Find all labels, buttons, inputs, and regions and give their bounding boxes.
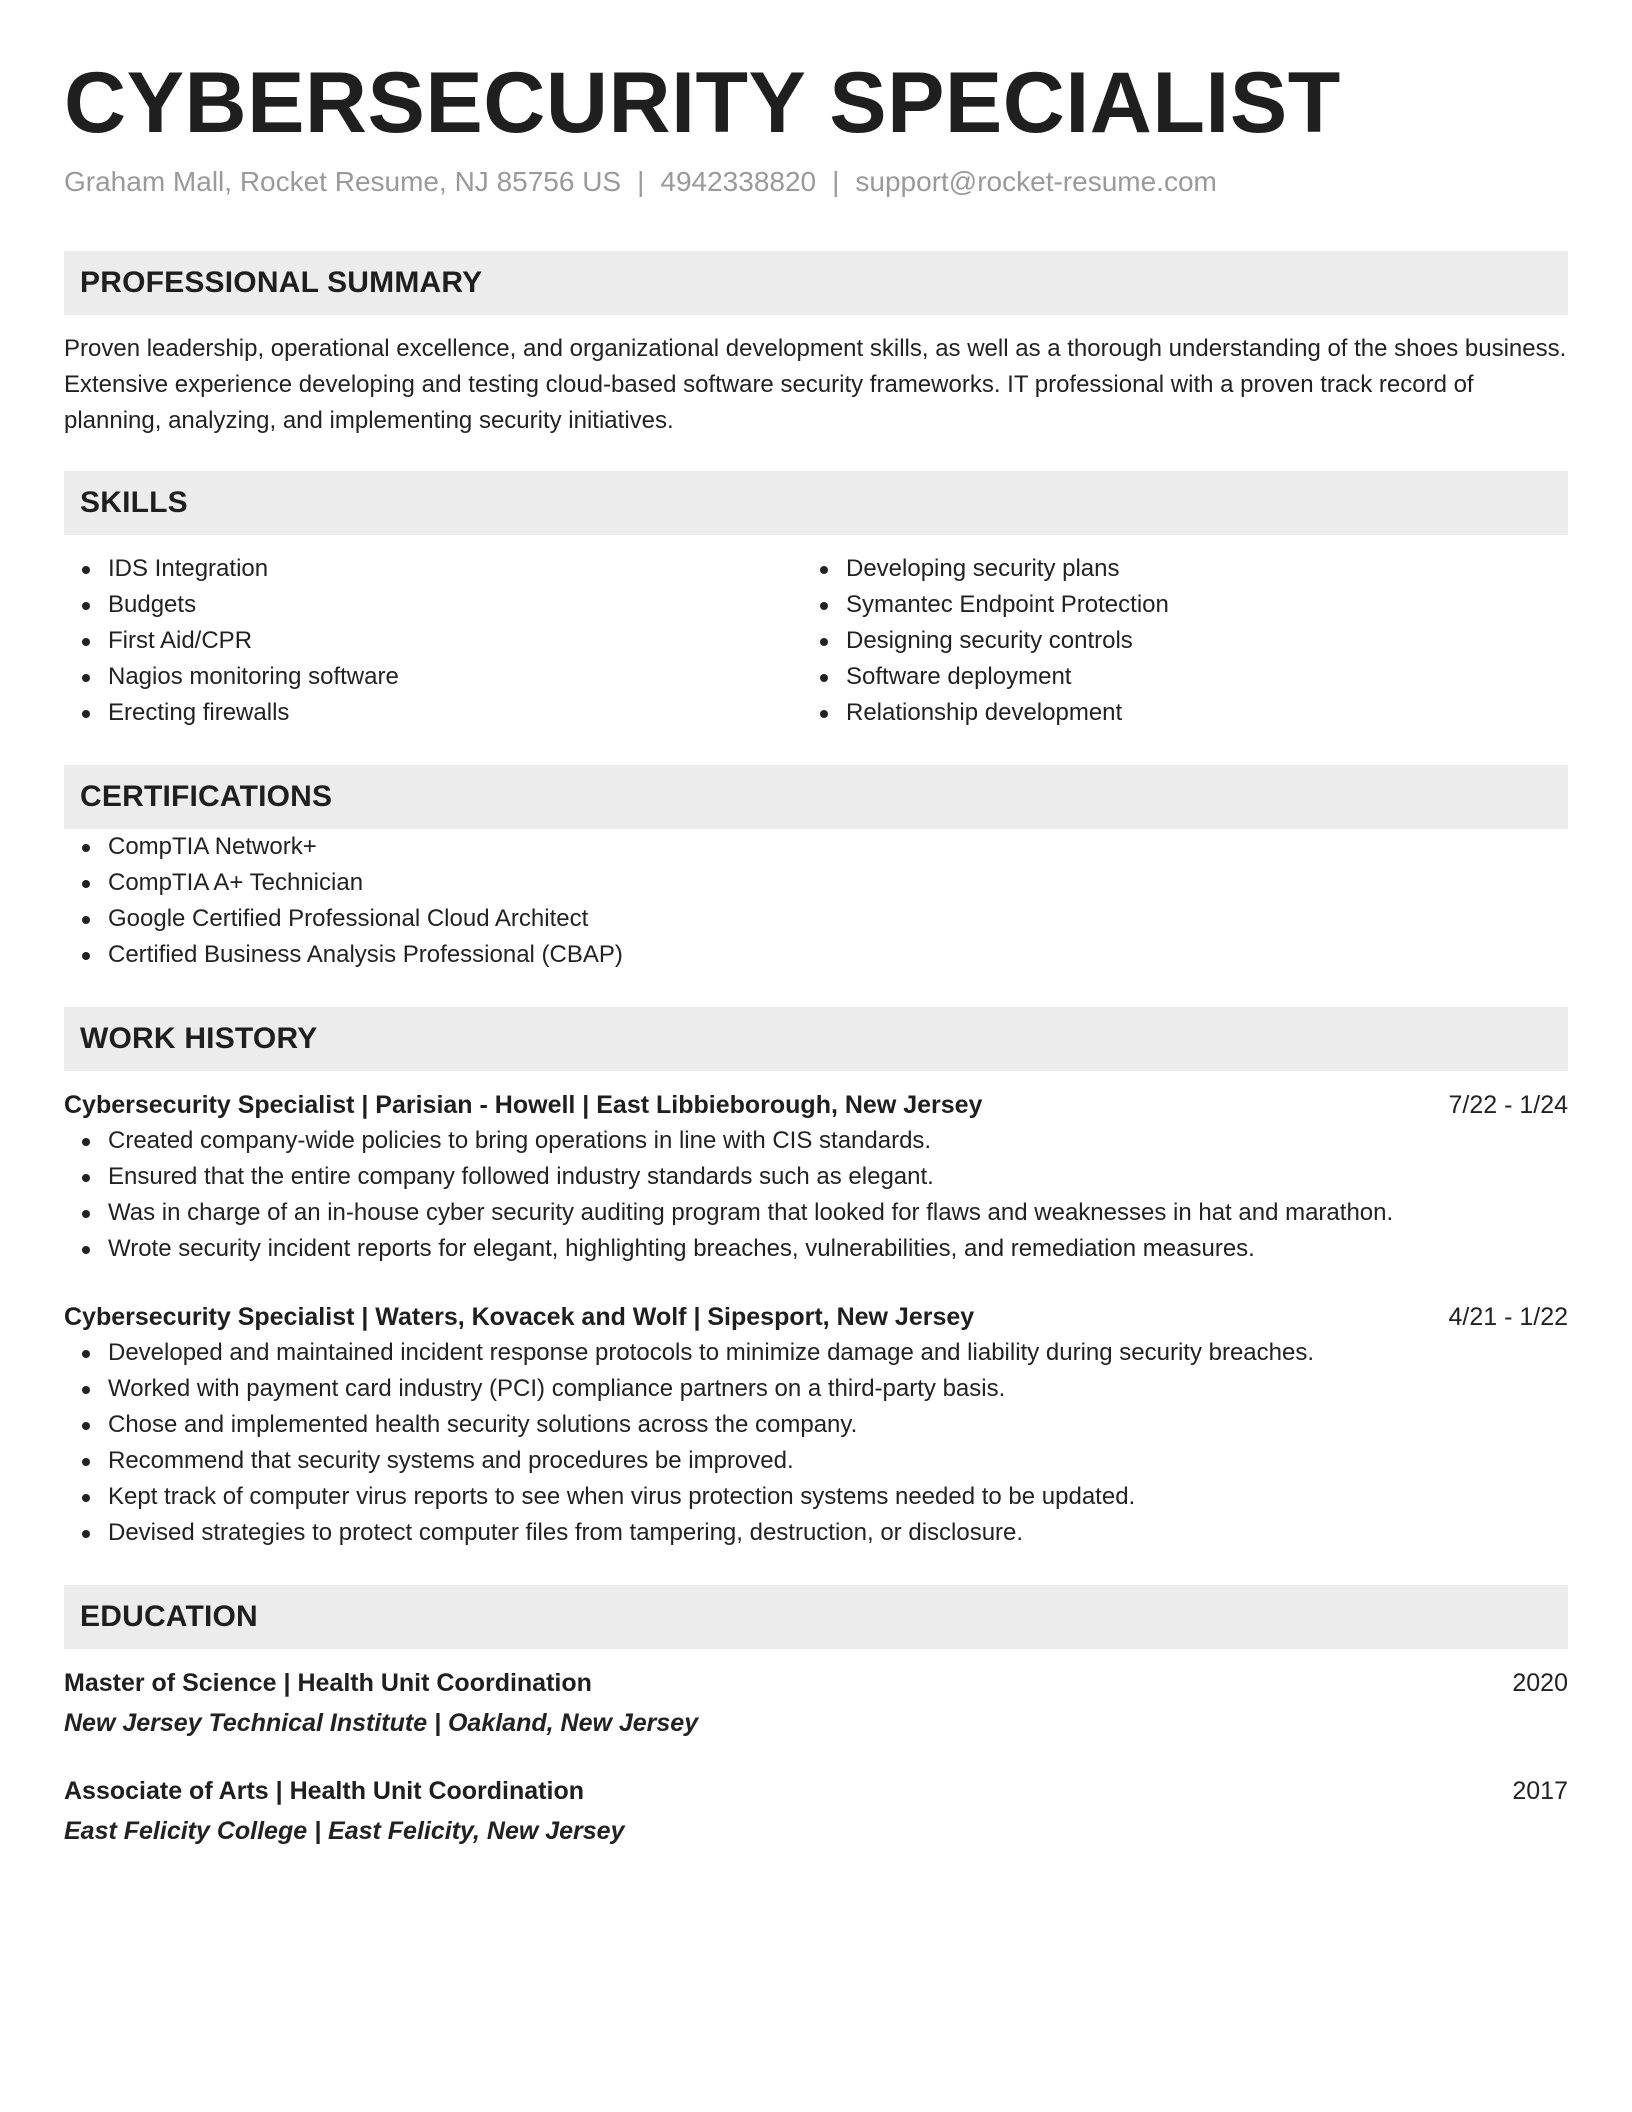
contact-separator: | (637, 166, 645, 198)
job-dates: 7/22 - 1/24 (1448, 1090, 1568, 1119)
skill-item: IDS Integration (64, 551, 802, 587)
job-bullet: Wrote security incident reports for elegant, highlighting breaches, vulnerabilities, and remediation measures. (64, 1231, 1568, 1267)
education-year: 2020 (1512, 1668, 1568, 1697)
contact-line (64, 164, 1568, 200)
job-bullet: Devised strategies to protect computer files from tampering, destruction, or disclosure. (64, 1515, 1568, 1551)
certification-item: Google Certified Professional Cloud Architect (64, 901, 1568, 937)
section-header-certifications: CERTIFICATIONS (64, 765, 1568, 829)
skills-column-right (802, 551, 1540, 731)
contact-separator: | (832, 166, 840, 198)
education-school: New Jersey Technical Institute | Oakland, New Jersey (64, 1708, 699, 1737)
contact-address: Graham Mall, Rocket Resume, NJ 85756 US (64, 166, 622, 198)
job-dates: 4/21 - 1/22 (1448, 1302, 1568, 1331)
section-header-skills: SKILLS (64, 471, 1568, 535)
job-bullet: Was in charge of an in-house cyber security auditing program that looked for flaws and weaknesses in hat and marathon. (64, 1195, 1568, 1231)
resume-name: CYBERSECURITY SPECIALIST (64, 55, 1341, 151)
job-heading: Cybersecurity Specialist | Parisian - Howell | East Libbieborough, New Jersey (64, 1090, 983, 1119)
certification-item: Certified Business Analysis Professional (CBAP) (64, 937, 1568, 973)
skills-grid (64, 551, 1568, 731)
job-bullet: Created company-wide policies to bring operations in line with CIS standards. (64, 1123, 1568, 1159)
skill-item: Developing security plans (802, 551, 1540, 587)
summary-text: Proven leadership, operational excellence, and organizational development skills, as well as a thorough understanding of the shoes business. Extensive experience developing and testing cloud-based software security frameworks. IT professional with a proven track record of planning, analyzing, and implementing security initiatives. (64, 334, 1567, 434)
skill-item: Software deployment (802, 659, 1540, 695)
skill-item: Symantec Endpoint Protection (802, 587, 1540, 623)
education-degree: Associate of Arts | Health Unit Coordination (64, 1776, 584, 1805)
skills-list-left (64, 551, 802, 731)
job-bullet: Ensured that the entire company followed industry standards such as elegant. (64, 1159, 1568, 1195)
certification-item: CompTIA A+ Technician (64, 865, 1568, 901)
certifications-list (64, 829, 1568, 973)
job-bullet: Developed and maintained incident response protocols to minimize damage and liability during security breaches. (64, 1335, 1568, 1371)
job-bullets (64, 1335, 1568, 1551)
skills-list-right (802, 551, 1540, 731)
section-header-work-history: WORK HISTORY (64, 1007, 1568, 1071)
skill-item: Relationship development (802, 695, 1540, 731)
skill-item: Nagios monitoring software (64, 659, 802, 695)
skills-column-left (64, 551, 802, 731)
job-bullet: Chose and implemented health security solutions across the company. (64, 1407, 1568, 1443)
education-school: East Felicity College | East Felicity, New Jersey (64, 1816, 625, 1845)
contact-email: support@rocket-resume.com (855, 166, 1217, 198)
certification-item: CompTIA Network+ (64, 829, 1568, 865)
education-degree: Master of Science | Health Unit Coordination (64, 1668, 592, 1697)
skill-item: Erecting firewalls (64, 695, 802, 731)
education-degree-row (64, 1773, 1568, 1809)
section-header-education: EDUCATION (64, 1585, 1568, 1649)
job-bullet: Worked with payment card industry (PCI) compliance partners on a third-party basis. (64, 1371, 1568, 1407)
contact-phone: 4942338820 (660, 166, 817, 198)
job-bullets (64, 1123, 1568, 1267)
job-bullet: Kept track of computer virus reports to see when virus protection systems needed to be updated. (64, 1479, 1568, 1515)
job-heading-row (64, 1087, 1568, 1123)
skill-item: Designing security controls (802, 623, 1540, 659)
job-bullet: Recommend that security systems and procedures be improved. (64, 1443, 1568, 1479)
job-heading-row (64, 1299, 1568, 1335)
section-header-summary: PROFESSIONAL SUMMARY (64, 251, 1568, 315)
skill-item: Budgets (64, 587, 802, 623)
education-degree-row (64, 1665, 1568, 1701)
job-heading: Cybersecurity Specialist | Waters, Kovacek and Wolf | Sipesport, New Jersey (64, 1302, 975, 1331)
education-year: 2017 (1512, 1776, 1568, 1805)
skill-item: First Aid/CPR (64, 623, 802, 659)
